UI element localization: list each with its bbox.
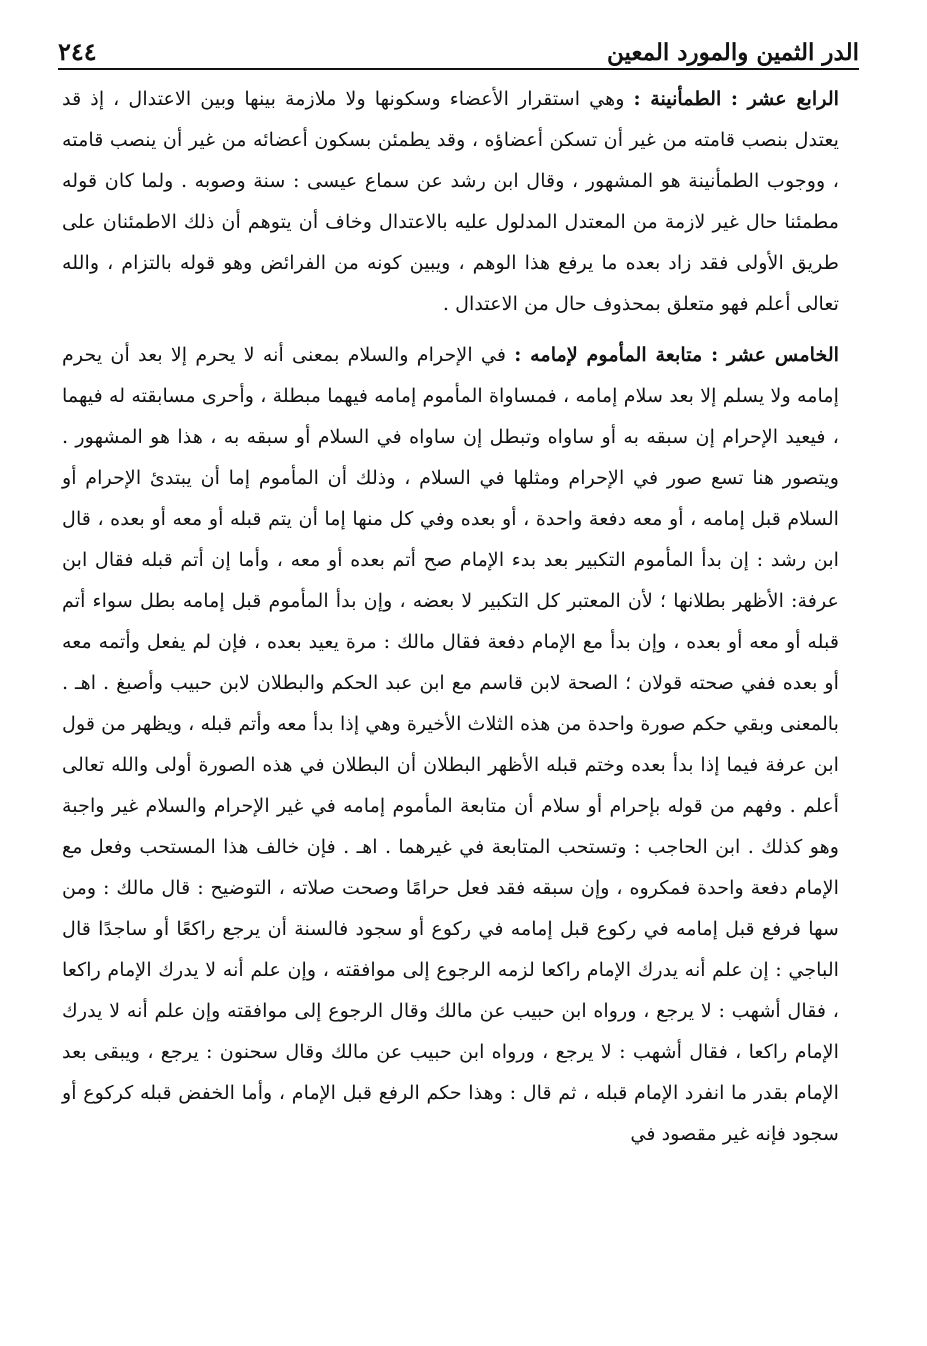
paragraph-text: في الإحرام والسلام بمعنى أنه لا يحرم إلا بعد أن يحرم إمامه ولا يسلم إلا بعد سلام إمامه ، فمساواة المأموم إمامه فيهما مبطلة ، وأحرى مسابقته له فيهما ، فيعيد الإحرام إن سبقه به أو ساواه وتبطل إن ساواه في السلام أو سبقه به ، هذا هو المشهور . ويتصور هنا تسع صور في الإحرام ومثلها في السلام ، وذلك أن المأموم إما أن يبتدئ الإحرام أو السلام قبل إمامه ، أو معه دفعة واحدة ، أو بعده وفي كل منها إما أن يتم قبله أو معه أو بعده ، قال ابن رشد : إن بدأ المأموم التكبير بعد بدء الإمام صح أتم بعده أو معه ، وأما إن أتم قبله فقال ابن عرفة: الأظهر بطلانها ؛ لأن المعتبر كل التكبير لا بعضه ، وإن بدأ المأموم قبل إمامه بطل سواء أتم قبله أو معه أو بعده ، وإن بدأ مع الإمام دفعة فقال مالك : مرة يعيد بعده ، فإن لم يفعل وأتمه معه أو بعده ففي صحته قولان ؛ الصحة لابن قاسم مع ابن عبد الحكم والبطلان لابن حبيب وأصبغ . اهـ . بالمعنى وبقي حكم صورة واحدة من هذه الثلاث الأخيرة وهي إذا بدأ معه وأتم قبله ، ويظهر من قول ابن عرفة فيما إذا بدأ بعده وختم قبله الأظهر البطلان أن البطلان في هذه الصورة أولى والله تعالى أعلم . وفهم من قوله بإحرام أو سلام أن متابعة المأموم إمامه في غير الإحرام والسلام غير واجبة وهو كذلك . ابن الحاجب : وتستحب المتابعة في غيرهما . اهـ . فإن خالف هذا المستحب وفعل مع الإمام دفعة واحدة فمكروه ، وإن سبقه فقد فعل حرامًا وصحت صلاته ، التوضيح : قال مالك : ومن سها فرفع قبل إمامه في ركوع قبل إمامه في ركوع أو سجود فالسنة أن يرجع راكعًا أو ساجدًا قال الباجي : إن علم أنه يدرك الإمام راكعا لزمه الرجوع إلى موافقته ، وإن علم أنه لا يدرك الإمام راكعا ، فقال أشهب : لا يرجع ، ورواه ابن حبيب عن مالك وقال الرجوع إلى موافقته وإن علم أنه لا يدرك الإمام راكعا ، فقال أشهب : لا يرجع ، ورواه ابن حبيب عن مالك وقال سحنون : يرجع ، ويبقى بعد الإمام بقدر ما انفرد الإمام قبله ، ثم قال : وهذا حكم الرفع قبل الإمام ، وأما الخفض قبله كركوع أو سجود فإنه غير مقصود في	[62, 343, 840, 1145]
paragraph-fifteenth	[62, 334, 839, 1154]
paragraph-heading: الخامس عشر : متابعة المأموم لإمامه :	[514, 343, 840, 366]
paragraph-fourteenth	[62, 78, 839, 324]
paragraph-text: وهي استقرار الأعضاء وسكونها ولا ملازمة بينها وبين الاعتدال ، إذ قد يعتدل بنصب قامته من غير أن تسكن أعضاؤه ، وقد يطمئن بسكون أعضائه من غير أن ينصب قامته ، ووجوب الطمأنينة هو المشهور ، وقال ابن رشد عن سماع عيسى : سنة وصوبه . ولما كان قوله مطمئنا حال غير لازمة من المعتدل المدلول عليه بالاعتدال وخاف أن يتوهم أن ذلك الاطمئنان على طريق الأولى فقد زاد بعده ما يرفع هذا الوهم ، ويبين كونه من الفرائض وهو قوله بالتزام ، والله تعالى أعلم فهو متعلق بمحذوف حال من الاعتدال .	[62, 87, 839, 315]
body-text	[62, 78, 839, 1154]
page-number: ٢٤٤	[58, 37, 97, 66]
running-title: الدر الثمين والمورد المعين	[607, 39, 859, 66]
paragraph-heading: الرابع عشر : الطمأنينة :	[633, 87, 839, 110]
header-rule	[58, 68, 859, 70]
page-header	[58, 30, 859, 68]
